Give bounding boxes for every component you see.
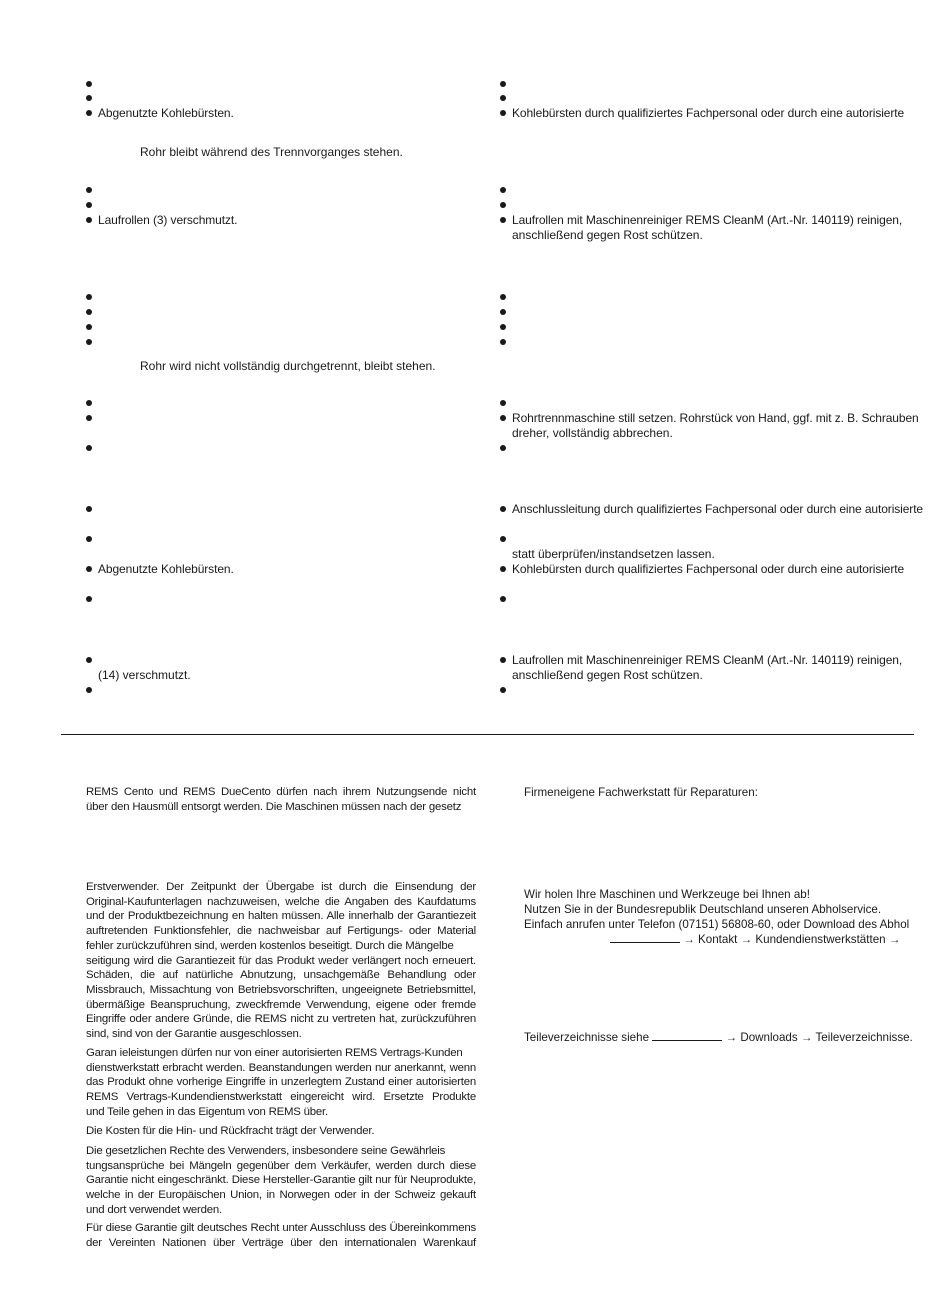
remedy-text: statt überprüfen/instandsetzen lassen.: [512, 547, 715, 561]
blank-link-placeholder: [610, 932, 680, 943]
bullet-icon: [86, 217, 92, 223]
bullet-icon: [500, 400, 506, 406]
text-line: Erstverwender. Der Zeitpunkt der Übergabe ist durch die Einsendung der: [86, 881, 476, 893]
text-line: fehler zurückzuführen sind, werden kostenlos beseitigt. Durch die Mängelbe: [86, 939, 454, 952]
text-line: [524, 932, 909, 947]
text-line: tungsansprüche bei Mängeln gegenüber dem Verkäufer, werden durch diese: [86, 1159, 476, 1172]
cause-text: Laufrollen (3) verschmutzt.: [98, 213, 238, 227]
fault-heading: Rohr wird nicht vollständig durchgetrennt, bleibt stehen.: [140, 359, 436, 373]
bullet-icon: [86, 506, 92, 512]
text-line: Eingriffe oder andere Gründe, die REMS nicht zu vertreten hat, zurückzuführen: [86, 1013, 476, 1026]
bullet-icon: [500, 81, 506, 87]
blank-link-placeholder: [652, 1030, 722, 1041]
bullet-icon: [86, 596, 92, 602]
remedy-text: anschließend gegen Rost schützen.: [512, 668, 703, 682]
bullet-icon: [86, 657, 92, 663]
bullet-icon: [500, 187, 506, 193]
parts-label: Teileverzeichnisse siehe: [524, 1031, 650, 1044]
text-line: Original-Kaufunterlagen nachzuweisen, welche die Angaben des Kaufdatums: [86, 895, 476, 908]
section-divider: [61, 734, 914, 735]
bullet-icon: [500, 445, 506, 451]
bullet-icon: [86, 202, 92, 208]
remedy-text: dreher, vollständig abbrechen.: [512, 426, 673, 440]
bullet-icon: [500, 339, 506, 345]
bullet-icon: [86, 309, 92, 315]
text-line: auftretenden Funktionsfehler, die nachweisbar auf Fertigungs- oder Material: [86, 925, 476, 938]
bullet-icon: [86, 110, 92, 116]
bullet-icon: [86, 95, 92, 101]
bullet-icon: [86, 81, 92, 87]
text-line: Für diese Garantie gilt deutsches Recht unter Ausschluss des Übereinkommens: [86, 1222, 476, 1234]
bullet-icon: [86, 566, 92, 572]
remedy-text: Laufrollen mit Maschinenreiniger REMS CleanM (Art.-Nr. 140119) reinigen,: [512, 653, 903, 667]
fault-heading: Rohr bleibt während des Trennvorganges stehen.: [140, 145, 403, 159]
parts-line: [524, 1030, 913, 1045]
remedy-text: Kohlebürsten durch qualifiziertes Fachpersonal oder durch eine autorisierte: [512, 562, 905, 576]
bullet-icon: [500, 95, 506, 101]
text-line: Die Kosten für die Hin- und Rückfracht trägt der Verwender.: [86, 1125, 375, 1137]
remedy-text: Laufrollen mit Maschinenreiniger REMS CleanM (Art.-Nr. 140119) reinigen,: [512, 213, 903, 227]
text-line: Garantie nicht eingeschränkt. Diese Hersteller-Garantie gilt nur für Neuprodukte,: [86, 1174, 476, 1187]
bullet-icon: [500, 657, 506, 663]
bullet-icon: [86, 294, 92, 300]
cause-text: Abgenutzte Kohlebürsten.: [98, 562, 234, 576]
text-line: Missbrauch, Missachtung von Betriebsvorschriften, ungeeignete Betriebsmittel,: [86, 983, 476, 996]
bullet-icon: [500, 536, 506, 542]
remedy-text: anschließend gegen Rost schützen.: [512, 228, 703, 242]
remedy-text: Kohlebürsten durch qualifiziertes Fachpersonal oder durch eine autorisierte: [512, 106, 905, 120]
bullet-icon: [86, 536, 92, 542]
remedy-text: Anschlussleitung durch qualifiziertes Fachpersonal oder durch eine autorisierte: [512, 502, 923, 516]
text-line: dienstwerkstatt erbracht werden. Beanstandungen werden nur anerkannt, wenn: [86, 1061, 476, 1074]
bullet-icon: [500, 566, 506, 572]
text-line: welche in der Europäischen Union, in Norwegen oder in der Schweiz gekauft: [86, 1189, 476, 1202]
cause-text: (14) verschmutzt.: [98, 668, 191, 682]
warranty-paragraph-1: [86, 880, 476, 1042]
text-line: Garan ieleistungen dürfen nur von einer autorisierten REMS Vertrags-Kunden: [86, 1047, 463, 1059]
bullet-icon: [500, 217, 506, 223]
text-line: und der Produktbezeichnung en halten müssen. Alle innerhalb der Garantiezeit: [86, 910, 476, 923]
bullet-icon: [86, 339, 92, 345]
bullet-icon: [86, 445, 92, 451]
text-line: Wir holen Ihre Maschinen und Werkzeuge bei Ihnen ab!: [524, 888, 810, 901]
text-line: sind, sind von der Garantie ausgeschlossen.: [86, 1028, 302, 1041]
text-line: über den Hausmüll entsorgt werden. Die Maschinen müssen nach der gesetz: [86, 800, 462, 813]
warranty-paragraph-2: [86, 1046, 476, 1120]
text-line: der Vereinten Nationen über Verträge über den internationalen Warenkauf: [86, 1236, 476, 1249]
cause-text: Abgenutzte Kohlebürsten.: [98, 106, 234, 120]
bullet-icon: [500, 324, 506, 330]
pickup-service-block: [524, 887, 909, 947]
warranty-paragraph-5: [86, 1221, 476, 1250]
text-line: und dort verwendet werden.: [86, 1203, 223, 1216]
text-line: Einfach anrufen unter Telefon (07151) 56808-60, oder Download des Abhol: [524, 918, 910, 931]
remedy-text: Rohrtrennmaschine still setzen. Rohrstück von Hand, ggf. mit z. B. Schrauben: [512, 411, 919, 425]
bullet-icon: [500, 309, 506, 315]
bullet-icon: [86, 187, 92, 193]
bullet-icon: [500, 506, 506, 512]
text-line: und Teile gehen in das Eigentum von REMS über.: [86, 1105, 328, 1118]
bullet-icon: [500, 202, 506, 208]
text-line: REMS Cento und REMS DueCento dürfen nach ihrem Nutzungsende nicht: [86, 786, 476, 798]
breadcrumb-path: → Kontakt → Kundendienstwerkstätten →: [683, 933, 901, 946]
bullet-icon: [500, 294, 506, 300]
text-line: das Produkt ohne vorherige Eingriffe in unzerlegtem Zustand einer autorisierten: [86, 1076, 476, 1089]
bullet-icon: [86, 400, 92, 406]
bullet-icon: [86, 415, 92, 421]
disposal-paragraph: [86, 785, 476, 814]
workshop-heading: Firmeneigene Fachwerkstatt für Reparaturen:: [524, 786, 758, 799]
breadcrumb-path: → Downloads → Teileverzeichnisse.: [725, 1031, 913, 1044]
text-line: Schäden, die auf natürliche Abnutzung, unsachgemäße Behandlung oder: [86, 969, 476, 982]
text-line: Die gesetzlichen Rechte des Verwenders, insbesondere seine Gewährleis: [86, 1145, 446, 1157]
bullet-icon: [86, 324, 92, 330]
bullet-icon: [500, 415, 506, 421]
text-line: REMS Vertrags-Kundendienstwerkstatt eingereicht wird. Ersetzte Produkte: [86, 1091, 476, 1104]
bullet-icon: [500, 687, 506, 693]
text-line: Nutzen Sie in der Bundesrepublik Deutschland unseren Abholservice.: [524, 903, 882, 916]
bullet-icon: [500, 596, 506, 602]
warranty-paragraph-4: [86, 1144, 476, 1218]
text-line: übermäßige Beanspruchung, zweckfremde Verwendung, eigene oder fremde: [86, 998, 476, 1011]
text-line: seitigung wird die Garantiezeit für das Produkt weder verlängert noch erneuert.: [86, 954, 476, 967]
bullet-icon: [500, 110, 506, 116]
warranty-paragraph-3: [86, 1124, 476, 1139]
bullet-icon: [86, 687, 92, 693]
